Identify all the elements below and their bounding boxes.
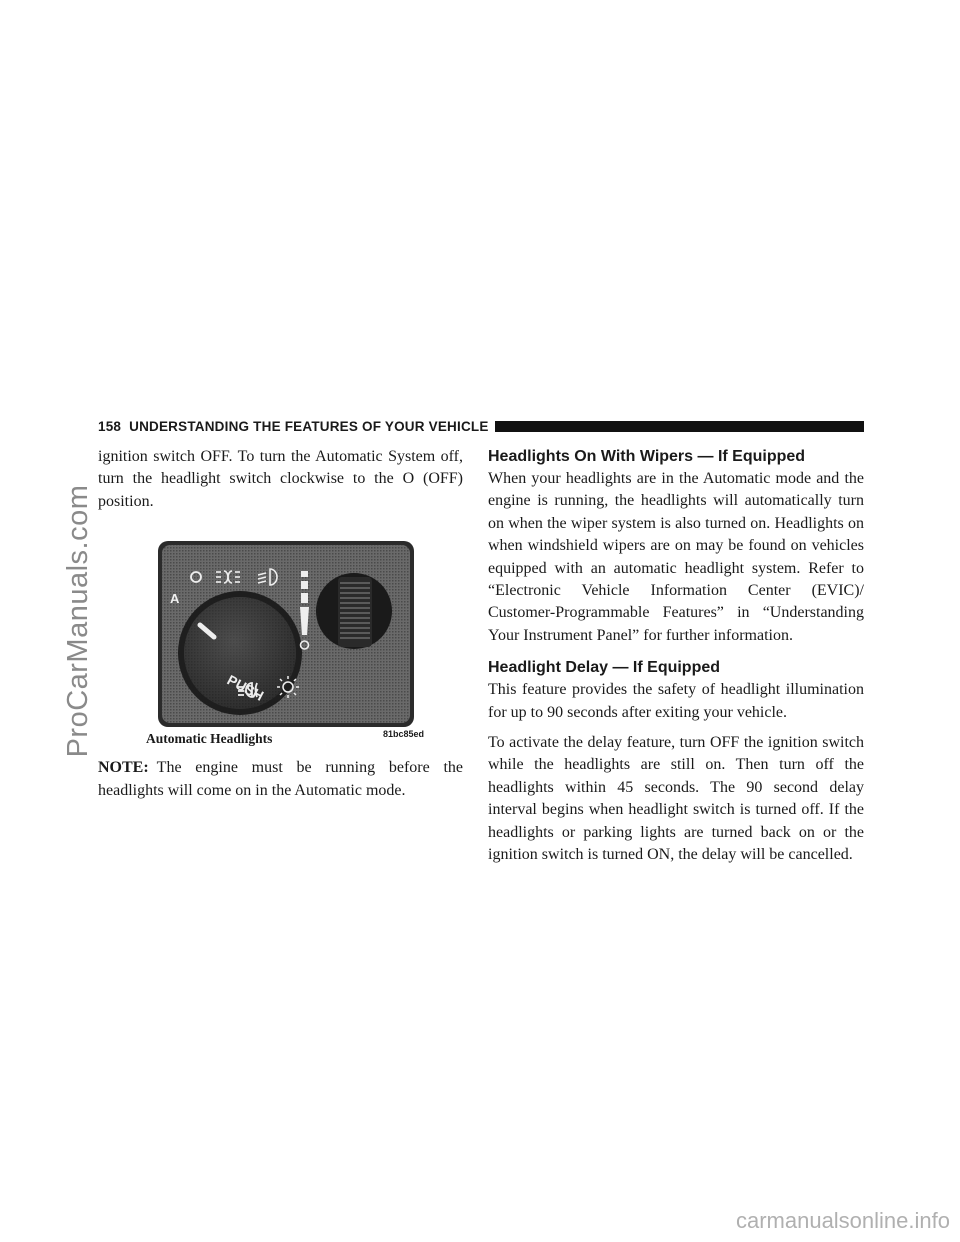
header-title: UNDERSTANDING THE FEATURES OF YOUR VEHICLE	[129, 418, 489, 434]
bottom-watermark: carmanualsonline.info	[735, 1208, 950, 1233]
figure-caption: Automatic Headlights	[146, 731, 273, 747]
headlight-switch-illustration	[158, 541, 414, 727]
note-label: NOTE:	[98, 759, 149, 777]
section-text-delay-1: This feature provides the safety of headlight illumination for up to 90 seconds after exiting your vehicle.	[488, 681, 864, 721]
header-rule	[495, 421, 864, 432]
section-heading-wipers: Headlights On With Wipers — If Equipped	[488, 448, 806, 465]
section-text-delay-2: To activate the delay feature, turn OFF the ignition switch while the headlights are still on. Then turn off the headlights within 45 seconds. The 90 second delay interval begins when headlight switch is turned off. If the headlights or parking lights are turned back on or the ignition switch is turned ON, the delay will be cancelled.	[488, 734, 864, 864]
knob-push-label: PUSH	[224, 671, 267, 705]
left-column	[98, 446, 463, 802]
right-column	[488, 446, 864, 867]
intro-paragraph: ignition switch OFF. To turn the Automatic System off, turn the headlight switch clockwise to the O (OFF) position.	[98, 448, 463, 510]
section-heading-delay: Headlight Delay — If Equipped	[488, 659, 721, 677]
page-number: 158	[98, 418, 122, 434]
section-text-wipers: When your headlights are in the Automatic mode and the engine is running, the headlights will automatically turn on when the wiper system is also turned on. Headlights on when windshield wipers are on may be found on vehicles equipped with an automatic headlight system. Refer to “Electronic Vehicle Information Center (EVIC)/ Customer-Programmable Features” in “Understanding Your Instrument Panel” for further information.	[488, 470, 864, 644]
page-header	[98, 416, 864, 436]
note-text: The engine must be running before the headlights will come on in the Automatic mode.	[98, 759, 463, 799]
auto-position-label: A	[170, 591, 180, 607]
note-paragraph	[98, 757, 463, 802]
side-watermark: ProCarManuals.com	[62, 484, 94, 758]
figure-id: 81bc85ed	[382, 729, 424, 740]
